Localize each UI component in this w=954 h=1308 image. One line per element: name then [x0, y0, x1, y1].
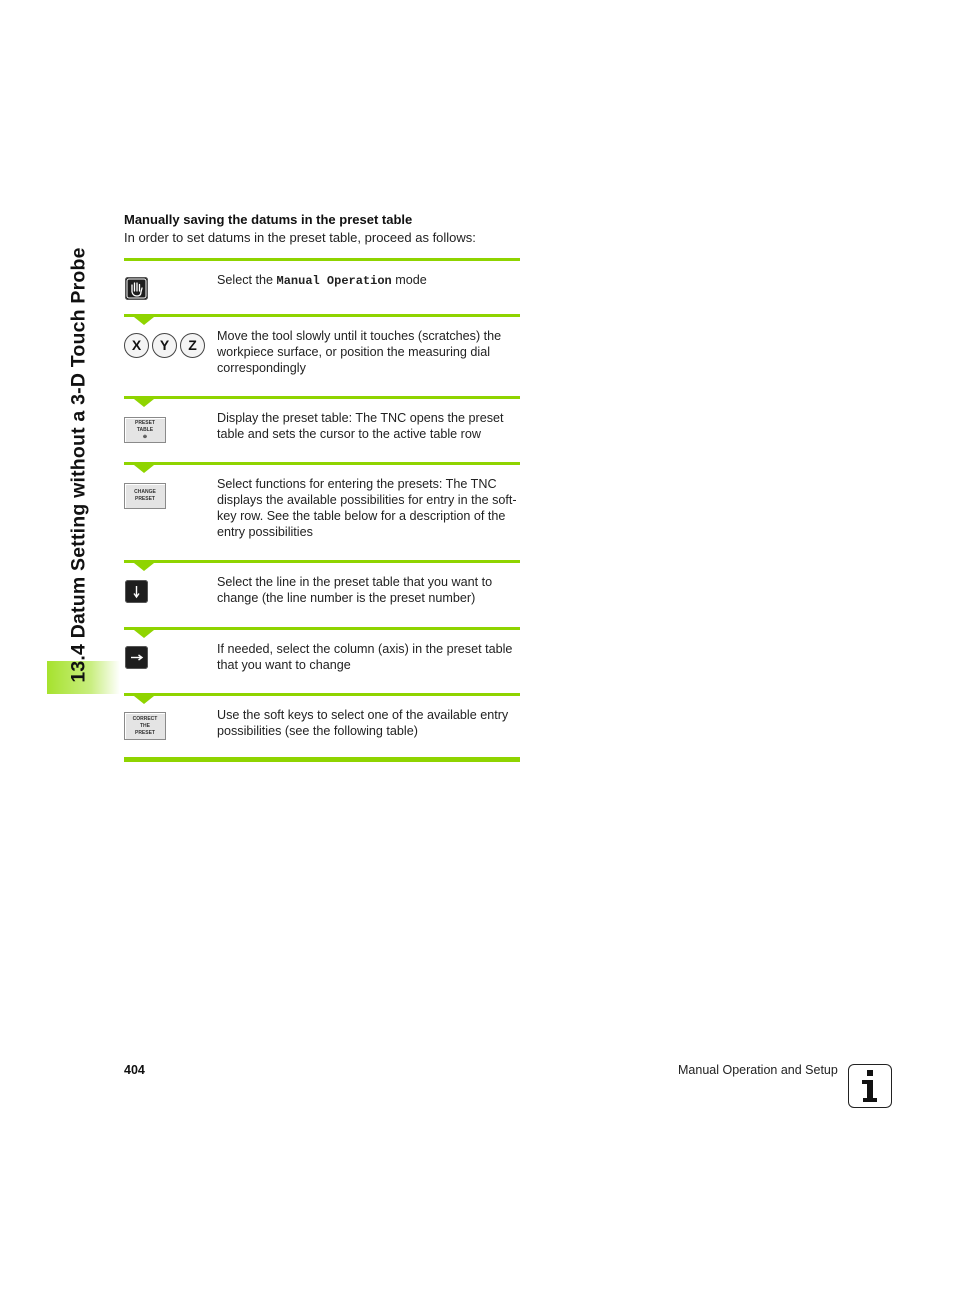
steps-table: [124, 258, 520, 762]
preset-table-softkey-icon: PRESET TABLE ⊕: [124, 417, 166, 443]
step-row-6: [124, 630, 520, 693]
x-axis-key-icon: X: [124, 333, 149, 358]
correct-the-preset-softkey-icon: CORRECT THE PRESET: [124, 712, 166, 740]
step-5-text: Select the line in the preset table that you want to change (the line number is the preset number): [217, 575, 493, 605]
y-axis-key-icon: Y: [152, 333, 177, 358]
step-row-4: [124, 465, 520, 560]
page-number: 404: [124, 1063, 145, 1077]
info-icon: [848, 1064, 892, 1108]
step-row-5: [124, 563, 520, 627]
step-1-text: Select the Manual Operation mode: [217, 273, 427, 288]
chapter-title-text: 13.4 Datum Setting without a 3-D Touch Probe: [67, 247, 90, 683]
step-row-2: [124, 317, 520, 396]
step-2-text: Move the tool slowly until it touches (scratches) the workpiece surface, or position the measuring dial correspondingly: [217, 329, 502, 375]
z-axis-key-icon: Z: [180, 333, 205, 358]
footer-chapter-title: Manual Operation and Setup: [678, 1063, 838, 1077]
step-row-1: [124, 261, 520, 314]
table-end-bar: [124, 757, 520, 762]
step-3-text: Display the preset table: The TNC opens the preset table and sets the cursor to the active table row: [217, 411, 504, 441]
step-7-text: Use the soft keys to select one of the available entry possibilities (see the following table): [217, 708, 509, 738]
manual-operation-key-icon: [125, 277, 148, 300]
manual-operation-mode-name: Manual Operation: [276, 274, 392, 288]
section-intro: In order to set datums in the preset table, proceed as follows:: [124, 230, 476, 245]
step-row-3: [124, 399, 520, 462]
step-6-text: If needed, select the column (axis) in the preset table that you want to change: [217, 642, 513, 672]
section-heading: Manually saving the datums in the preset table: [124, 212, 413, 227]
change-preset-softkey-icon: CHANGE PRESET: [124, 483, 166, 509]
step-4-text: Select functions for entering the presets: The TNC displays the available possibilities for entry in the soft-key row. See the table below for a description of the entry possibilities: [217, 477, 517, 539]
step-row-7: [124, 696, 520, 757]
arrow-down-key-icon: [125, 580, 148, 603]
arrow-right-key-icon: [125, 646, 148, 669]
